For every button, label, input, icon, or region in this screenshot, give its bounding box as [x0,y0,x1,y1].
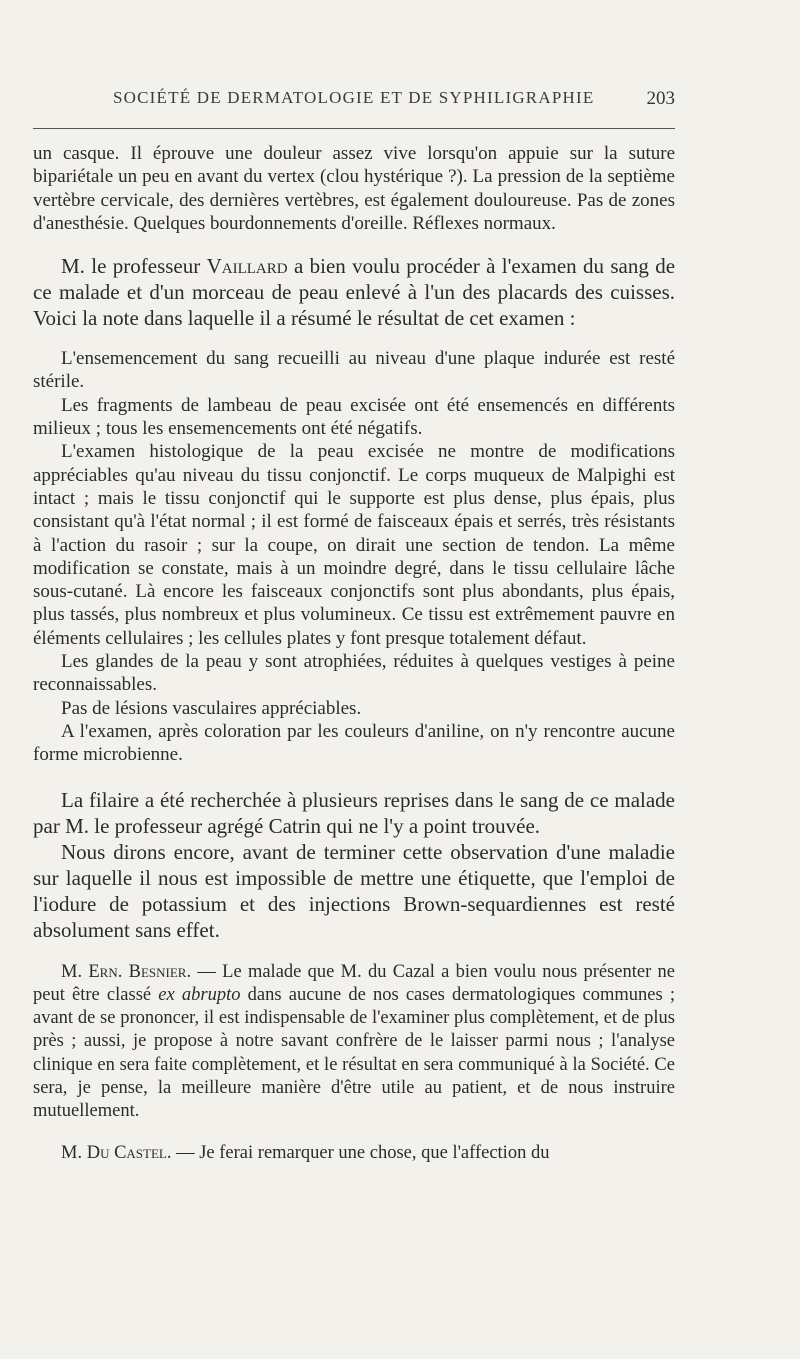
paragraph-filaria: La filaire a été recherchée à plusieurs reprises dans le sang de ce malade par M. le professeur agrégé Catrin qui ne l'y a point trouvée. [33,787,675,838]
paragraph-besnier [33,961,675,1124]
quote-blood-culture: L'ensemencement du sang recueilli au niveau d'une plaque indurée est resté stérile. [33,348,675,393]
header-rule [33,128,675,129]
author-name-besnier: Ern. Besnier [88,961,187,982]
latin-phrase: ex abrupto [158,984,241,1005]
quote-glands: Les glandes de la peau y sont atrophiées, réduites à quelques vestiges à peine reconnaissables. [33,651,675,696]
page-number: 203 [646,88,675,109]
paragraph-vaillard-intro [33,253,675,331]
page-header [33,88,675,116]
author-name-vaillard: Vaillard [206,254,288,279]
text-span: M. le professeur [61,254,207,279]
text-span: M. [61,961,89,982]
text-span: . — Le malade que M. du Cazal a bien voulu nous présenter ne peut être classé [33,961,675,1005]
text-span: . — Je ferai remarquer une chose, que l'affection du [166,1142,550,1163]
quote-histology: L'examen histologique de la peau excisée ne montre de modifications appréciables qu'au niveau du tissu conjonctif. Le corps muqueux de Malpighi est intact ; mais le tissu conjonctif qui le supporte est plus dense, plus épais, plus consistant qu'à l'état normal ; il est formé de faisceaux épais et serrés, très résistants à l'action du rasoir ; sur la coupe, on dirait une section de tendon. La même modification se constate, mais à un moindre degré, dans le tissu cellulaire lâche sous-cutané. Là encore les faisceaux conjonctifs sont plus abondants, plus épais, plus tassés, plus nombreux et plus volumineux. Ce tissu est extrêmement pauvre en éléments cellulaires ; les cellules plates y font presque totalement défaut. [33,441,675,649]
paragraph-conclusion: Nous dirons encore, avant de terminer cette observation d'une maladie sur laquelle il nous est impossible de mettre une étiquette, que l'emploi de l'iodure de potassium et des injections Brown-sequardiennes est resté absolument sans effet. [33,839,675,942]
body-text [33,142,675,1165]
paragraph-du-castel [33,1142,675,1165]
text-span: a bien voulu procéder à l'examen du sang de ce malade et d'un morceau de peau enlevé à l'un des placards des cuisses. Voici la note dans laquelle il a résumé le résultat de cet examen : [33,254,676,331]
quote-vascular: Pas de lésions vasculaires appréciables. [61,697,362,719]
paragraph-clinical-exam: un casque. Il éprouve une douleur assez vive lorsqu'on appuie sur la suture bipariétale un peu en avant du vertex (clou hystérique ?). La pression de la septième vertèbre cervicale, des dernières vertèbres, est également douloureuse. Pas de zones d'anesthésie. Quelques bourdonnements d'oreille. Réflexes normaux. [33,143,675,234]
quote-microbes: A l'examen, après coloration par les couleurs d'aniline, on n'y rencontre aucune forme microbienne. [33,720,675,766]
author-name-du-castel: Du Castel [86,1142,167,1163]
text-span: dans aucune de nos cases dermatologiques communes ; avant de se prononcer, il est indispensable de l'examiner plus complètement, et de plus près ; aussi, je propose à notre savant confrère de le laisser parmi nous ; l'analyse clinique en sera faite complètement, et le résultat en sera communiqué à la Société. Ce sera, je pense, la meilleure manière d'être utile au patient, et de nous instruire mutuellement. [33,984,676,1122]
running-title: SOCIÉTÉ DE DERMATOLOGIE ET DE SYPHILIGRAPHIE [113,88,595,107]
text-span: M. [61,1142,87,1163]
quote-skin-culture: Les fragments de lambeau de peau excisée ont été ensemencés en différents milieux ; tous les ensemencements ont été négatifs. [33,394,675,440]
